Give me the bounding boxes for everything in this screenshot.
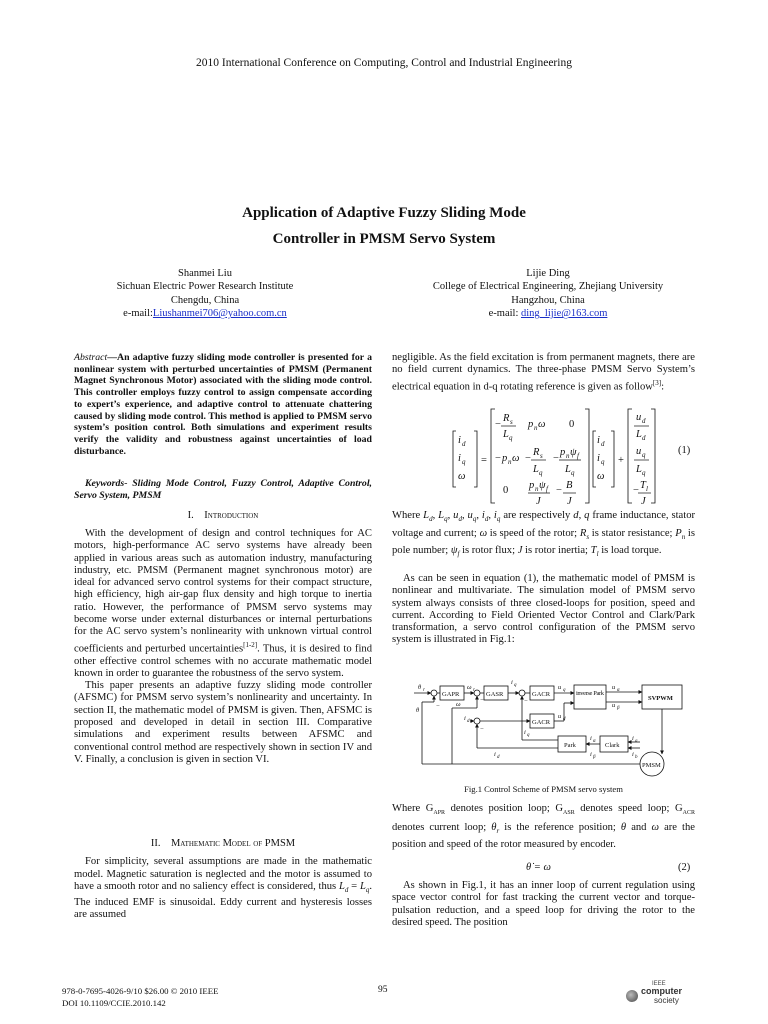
svg-text:r: r	[473, 688, 475, 693]
svg-text:l: l	[646, 485, 648, 493]
author-city: Hangzhou, China	[511, 294, 585, 306]
svg-text:−: −	[480, 697, 484, 704]
svg-text:f: f	[546, 485, 548, 493]
right-text-3	[392, 880, 695, 929]
sum-junction-iq	[519, 690, 525, 696]
author-email-line: e-mail:Liushanmei706@yahoo.com.cn	[123, 308, 287, 320]
footer-copyright: 978-0-7695-4026-9/10 $26.00 © 2010 IEEE DOI 10.1109/CCIE.2010.142	[62, 986, 219, 1008]
svg-text:i: i	[590, 735, 592, 742]
svg-text:q: q	[462, 458, 466, 466]
svg-text:u: u	[636, 446, 642, 457]
svg-text:J: J	[641, 496, 646, 505]
svg-text:L: L	[636, 429, 642, 440]
svg-text:n: n	[534, 424, 538, 432]
svg-text:p: p	[560, 447, 566, 458]
inverse-park-label: inverse Park	[576, 690, 604, 697]
svg-text:B: B	[566, 480, 573, 491]
svg-text:0: 0	[569, 419, 575, 430]
globe-icon	[626, 990, 638, 1002]
equation-1-number: (1)	[678, 445, 691, 456]
inverse-park-block	[574, 685, 606, 709]
svg-text:u: u	[612, 702, 616, 709]
svg-text:θ: θ	[416, 707, 420, 714]
svg-text:i: i	[458, 435, 461, 446]
svg-text:p: p	[502, 453, 508, 464]
svg-text:R: R	[533, 447, 540, 458]
svg-text:θ: θ	[418, 684, 422, 691]
svg-text:r: r	[423, 688, 425, 693]
where-paragraph-2: Where $G_{APR}$ denotes position loop; $G_{ASR}$ denotes speed loop; $G_{ACR}$ denotes current loop; $\theta_r$ is the reference position; θ and ω are the position and speed of the rotor measured by encoder.	[392, 803, 695, 851]
author-name: Shanmei Liu	[178, 268, 232, 279]
right-paragraph-3: As shown in Fig.1, it has an inner loop of current regulation using space vector control for fast tracking the current vector and torque-pulsation reduction, and a speed loop for driving the rotor to the desired speed. The position	[392, 880, 695, 928]
svg-text:q: q	[601, 458, 605, 466]
svg-text:β: β	[617, 706, 620, 711]
author-email-line: e-mail: ding_lijie@163.com	[488, 308, 608, 320]
figure-1-caption: Fig.1 Control Scheme of PMSM servo system	[464, 784, 623, 794]
gasr-label: GASR	[486, 691, 504, 698]
author-affiliation: Sichuan Electric Power Research Institute	[116, 281, 294, 293]
clark-label: Clark	[605, 742, 620, 749]
figure-1-block-diagram	[412, 676, 692, 778]
svg-text:L: L	[636, 464, 642, 475]
svg-text:ψ: ψ	[570, 447, 577, 458]
svg-text:p: p	[528, 419, 534, 430]
svg-text:s: s	[540, 452, 543, 460]
gacr-label-q: GACR	[532, 691, 551, 698]
abstract-lead: Abstract	[74, 352, 108, 363]
author-block-1	[60, 267, 350, 321]
svg-text:β: β	[593, 755, 596, 760]
svpwm-label: SVPWM	[648, 695, 673, 702]
svg-text:ω: ω	[597, 471, 605, 482]
park-label: Park	[564, 742, 576, 749]
svg-text:p: p	[529, 480, 535, 491]
section-1-heading: I. Introduction	[187, 510, 259, 521]
author-email-link[interactable]: Liushanmei706@yahoo.com.cn	[152, 308, 287, 320]
intro-paragraph-2: This paper presents an adaptive fuzzy sliding mode controller (AFSMC) for PMSM servo system’s nonlinearity and uncertainty. In section II, the mathematic model of PMSM is given. Then, AFSMC is proposed and developed in detail in section III. Comparative simulations and experiment results between AFSMC and conventional control method are respectively shown in section IV and V. Finally, a conclusion is given in section VI.	[74, 680, 372, 765]
right-text-block	[392, 509, 695, 562]
svg-text:i: i	[464, 715, 466, 722]
svg-text:d: d	[563, 717, 566, 722]
svg-text:J: J	[567, 496, 572, 505]
svg-text:d: d	[601, 440, 605, 448]
model-paragraph-1: For simplicity, several assumptions are made in the mathematic model. Magnetic saturation is neglected and the motor is assumed to have a smooth rotor and no saliency effect is considered, thus $L_d = L_q$. The induced EMF is sinusoidal. Eddy current and hysteresis losses are assumed	[74, 856, 372, 921]
author-email-link[interactable]: ding_lijie@163.com	[521, 308, 608, 320]
sum-junction-position	[431, 690, 437, 696]
svg-text:q: q	[514, 683, 517, 688]
pmsm-label: PMSM	[642, 762, 661, 769]
svg-text:−: −	[633, 485, 639, 496]
model-text	[74, 856, 372, 922]
svg-text:i: i	[597, 453, 600, 464]
author-affiliation: College of Electrical Engineering, Zhejiang University	[432, 281, 664, 293]
equation-1	[440, 405, 700, 505]
gapr-label: GAPR	[442, 691, 460, 698]
abstract-text: —An adaptive fuzzy sliding mode controller is presented for a nonlinear system with perturbed uncertainties of PMSM (Permanent Magnet Synchronous Motor) associated with the sliding mode control. This controller employs fuzzy control to assign compensate according to expert’s experience, and adaptive control to attenuate chattering caused by sliding mode control. This method is applied to PMSM servo system’s position control. Both simulations and experiment results verify the validity and robustness against uncertainties of load disturbance.	[74, 352, 372, 457]
svg-text:d: d	[467, 719, 470, 724]
svg-text:−: −	[525, 453, 531, 464]
svg-text:d: d	[497, 755, 500, 760]
svg-text:q: q	[539, 469, 543, 477]
svg-text:q: q	[509, 434, 513, 442]
svg-text:=: =	[481, 455, 487, 466]
svg-text:−: −	[524, 698, 528, 705]
svg-text:ω: ω	[512, 453, 520, 464]
svg-text:L: L	[565, 464, 571, 475]
right-paragraph-1: negligible. As the field excitation is from permanent magnets, there are no field current dynamics. The three-phase PMSM Servo System’s electrical equation in d-q rotating reference is given as follow[3]:	[392, 352, 695, 393]
ieee-computer-society-logo: IEEE computer society	[626, 981, 696, 1007]
svg-text:ω: ω	[456, 701, 461, 708]
svg-text:u: u	[558, 713, 562, 720]
svg-text:n: n	[566, 452, 570, 460]
svg-text:α: α	[593, 739, 596, 744]
svg-text:ω: ω	[458, 471, 466, 482]
paper-title-line1: Application of Adaptive Fuzzy Sliding Mode	[242, 205, 526, 221]
svg-text:i: i	[494, 751, 496, 758]
svg-text:J: J	[536, 496, 541, 505]
svg-text:q: q	[527, 733, 530, 738]
svg-text:q: q	[571, 469, 575, 477]
svg-text:i: i	[590, 751, 592, 758]
equation-2-number: (2)	[678, 862, 691, 873]
section-2-heading: II. Mathematic Model of PMSM	[150, 838, 296, 849]
svg-text:f: f	[577, 452, 579, 460]
svg-text:q: q	[563, 688, 566, 693]
svg-text:d: d	[462, 440, 466, 448]
author-name: Lijie Ding	[526, 268, 570, 279]
svg-text:i: i	[511, 679, 513, 686]
svg-text:ω: ω	[538, 419, 546, 430]
svg-text:u: u	[636, 412, 642, 423]
svg-text:u: u	[612, 684, 616, 691]
abstract	[74, 352, 372, 457]
svg-text:−: −	[553, 453, 559, 464]
paper-title-line2: Controller in PMSM Servo System	[272, 231, 496, 247]
svg-text:i: i	[597, 435, 600, 446]
svg-text:R: R	[503, 413, 510, 424]
svg-text:−: −	[436, 703, 440, 710]
svg-text:n: n	[535, 485, 539, 493]
svg-text:0: 0	[503, 485, 509, 496]
svg-text:n: n	[508, 458, 512, 466]
svg-text:ψ: ψ	[539, 480, 546, 491]
svg-text:a: a	[635, 739, 638, 744]
author-block-2	[390, 267, 706, 321]
svg-text:q: q	[642, 469, 646, 477]
svg-text:ω: ω	[467, 684, 472, 691]
svg-text:α: α	[617, 688, 620, 693]
svg-text:s: s	[510, 418, 513, 426]
right-paragraph-2: As can be seen in equation (1), the mathematic model of PMSM is nonlinear and multivariate. The simulation model of PMSM servo system always consists of three closed-loops for position, speed and current. According to Field Oriented Vector Control and Clark/Park transformation, a servo control configuration of the PMSM servo system is illustrated in Fig.1:	[392, 573, 695, 646]
intro-text	[74, 528, 372, 766]
model-continued-text	[392, 352, 695, 393]
svg-text:−: −	[480, 726, 484, 733]
svg-text:L: L	[533, 464, 539, 475]
svg-text:i: i	[458, 453, 461, 464]
keywords: Keywords- Sliding Mode Control, Fuzzy Control, Adaptive Control, Servo System, PMSM	[74, 478, 372, 501]
svg-text:L: L	[503, 429, 509, 440]
svg-text:q: q	[642, 451, 646, 459]
svg-text:i: i	[632, 735, 634, 742]
where-paragraph-1: Where $L_d$, $L_q$, $u_d$, $u_q$, $i_d$, $i_q$ are respectively d, q frame inductance, stator voltage and current; ω is speed of the rotor; $R_s$ is stator resistance; $P_n$ is pole number; $\psi_f$ is rotor flux; J is rotor inertia; $T_l$ is load torque.	[392, 510, 696, 559]
conference-header: 2010 International Conference on Computing, Control and Industrial Engineering	[196, 57, 572, 69]
svg-text:b: b	[635, 755, 638, 760]
page-number: 95	[378, 985, 388, 995]
svg-text:−: −	[495, 419, 501, 430]
svg-text:T: T	[640, 480, 646, 491]
intro-paragraph-1: With the development of design and control techniques for AC motors, high-performance AC servo systems have already been applied in various areas such as automation industry, manufacturing industry, etc. PMSM (Permanent magnet synchronous motor) are ideal for advanced servo control systems for their compact structure, high efficiency, high air-gap flux density and high torque to inertia ratio. However, the performance of PMSM servo systems may become worse under external disturbances or internal perturbations for the AC servo system’s nonlinearity with unknown virtual control coefficients and perturbed uncertainties[1-2]. Thus, it is desired to find other effective control schemes with no accurate mathematic model known in order to guarantee the robustness of the servo system.	[74, 528, 372, 679]
gacr-label-d: GACR	[532, 719, 551, 726]
equation-2: θ̇ = ω	[526, 862, 551, 873]
author-city: Chengdu, China	[170, 294, 240, 306]
svg-text:i: i	[632, 751, 634, 758]
svg-text:i: i	[524, 729, 526, 736]
svg-text:d: d	[642, 434, 646, 442]
right-text-2	[392, 573, 695, 647]
svg-text:d: d	[642, 417, 646, 425]
svg-text:−: −	[495, 453, 501, 464]
svg-text:u: u	[558, 684, 562, 691]
svg-text:−: −	[556, 485, 562, 496]
svg-text:+: +	[618, 455, 624, 466]
sum-junction-id	[474, 718, 480, 724]
